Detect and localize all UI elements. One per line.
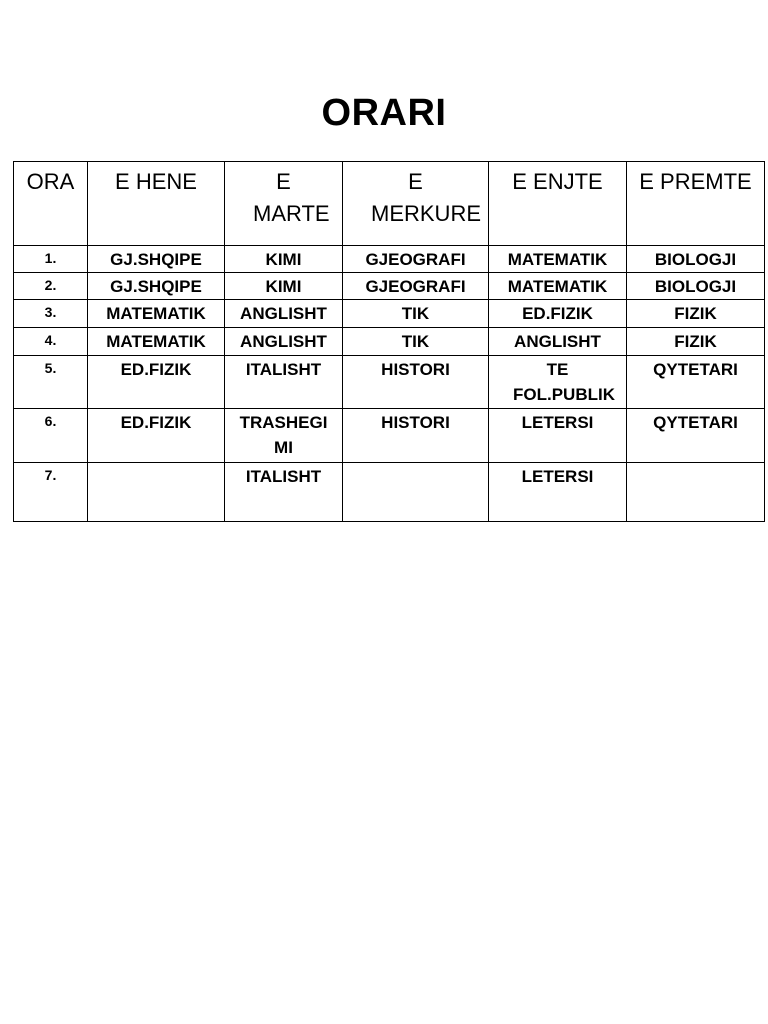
- period-number: 5.: [14, 356, 88, 409]
- table-cell: ITALISHT: [225, 356, 343, 409]
- table-cell: TRASHEGIMI: [225, 409, 343, 463]
- table-cell: [627, 463, 765, 522]
- table-cell: KIMI: [225, 246, 343, 273]
- period-number: 6.: [14, 409, 88, 463]
- table-cell: FIZIK: [627, 328, 765, 356]
- table-row: [14, 409, 765, 463]
- table-cell: MATEMATIK: [489, 246, 627, 273]
- table-cell: GJEOGRAFI: [343, 246, 489, 273]
- table-cell: FIZIK: [627, 300, 765, 328]
- header-row: [14, 162, 765, 246]
- table-cell: LETERSI: [489, 409, 627, 463]
- table-cell: [343, 463, 489, 522]
- table-cell: ANGLISHT: [489, 328, 627, 356]
- table-cell: TIK: [343, 328, 489, 356]
- table-cell: GJ.SHQIPE: [88, 273, 225, 300]
- table-cell: LETERSI: [489, 463, 627, 522]
- table-row: [14, 300, 765, 328]
- table-cell: ANGLISHT: [225, 328, 343, 356]
- header-enjte: E ENJTE: [489, 162, 627, 246]
- header-premte: E PREMTE: [627, 162, 765, 246]
- table-cell: GJ.SHQIPE: [88, 246, 225, 273]
- table-cell: TIK: [343, 300, 489, 328]
- table-row: [14, 328, 765, 356]
- period-number: 7.: [14, 463, 88, 522]
- period-number: 2.: [14, 273, 88, 300]
- timetable: [13, 161, 765, 522]
- header-ora: ORA: [14, 162, 88, 246]
- table-cell: GJEOGRAFI: [343, 273, 489, 300]
- table-cell: ED.FIZIK: [489, 300, 627, 328]
- table-cell: MATEMATIK: [88, 300, 225, 328]
- table-cell: QYTETARI: [627, 409, 765, 463]
- table-cell: TE FOL.PUBLIK: [489, 356, 627, 409]
- table-cell: BIOLOGJI: [627, 273, 765, 300]
- table-cell: MATEMATIK: [88, 328, 225, 356]
- header-marte: E MARTE: [225, 162, 343, 246]
- header-hene: E HENE: [88, 162, 225, 246]
- table-cell: ED.FIZIK: [88, 409, 225, 463]
- header-merkure: E MERKURE: [343, 162, 489, 246]
- table-cell: MATEMATIK: [489, 273, 627, 300]
- table-cell: KIMI: [225, 273, 343, 300]
- page-title: ORARI: [321, 92, 447, 134]
- table-cell: HISTORI: [343, 409, 489, 463]
- table-cell: HISTORI: [343, 356, 489, 409]
- table-row: [14, 246, 765, 273]
- table-cell: ED.FIZIK: [88, 356, 225, 409]
- period-number: 4.: [14, 328, 88, 356]
- table-cell: ANGLISHT: [225, 300, 343, 328]
- table-cell: [88, 463, 225, 522]
- table-row: [14, 273, 765, 300]
- table-row: [14, 356, 765, 409]
- table-cell: QYTETARI: [627, 356, 765, 409]
- period-number: 3.: [14, 300, 88, 328]
- table-row: [14, 463, 765, 522]
- table-cell: BIOLOGJI: [627, 246, 765, 273]
- period-number: 1.: [14, 246, 88, 273]
- table-cell: ITALISHT: [225, 463, 343, 522]
